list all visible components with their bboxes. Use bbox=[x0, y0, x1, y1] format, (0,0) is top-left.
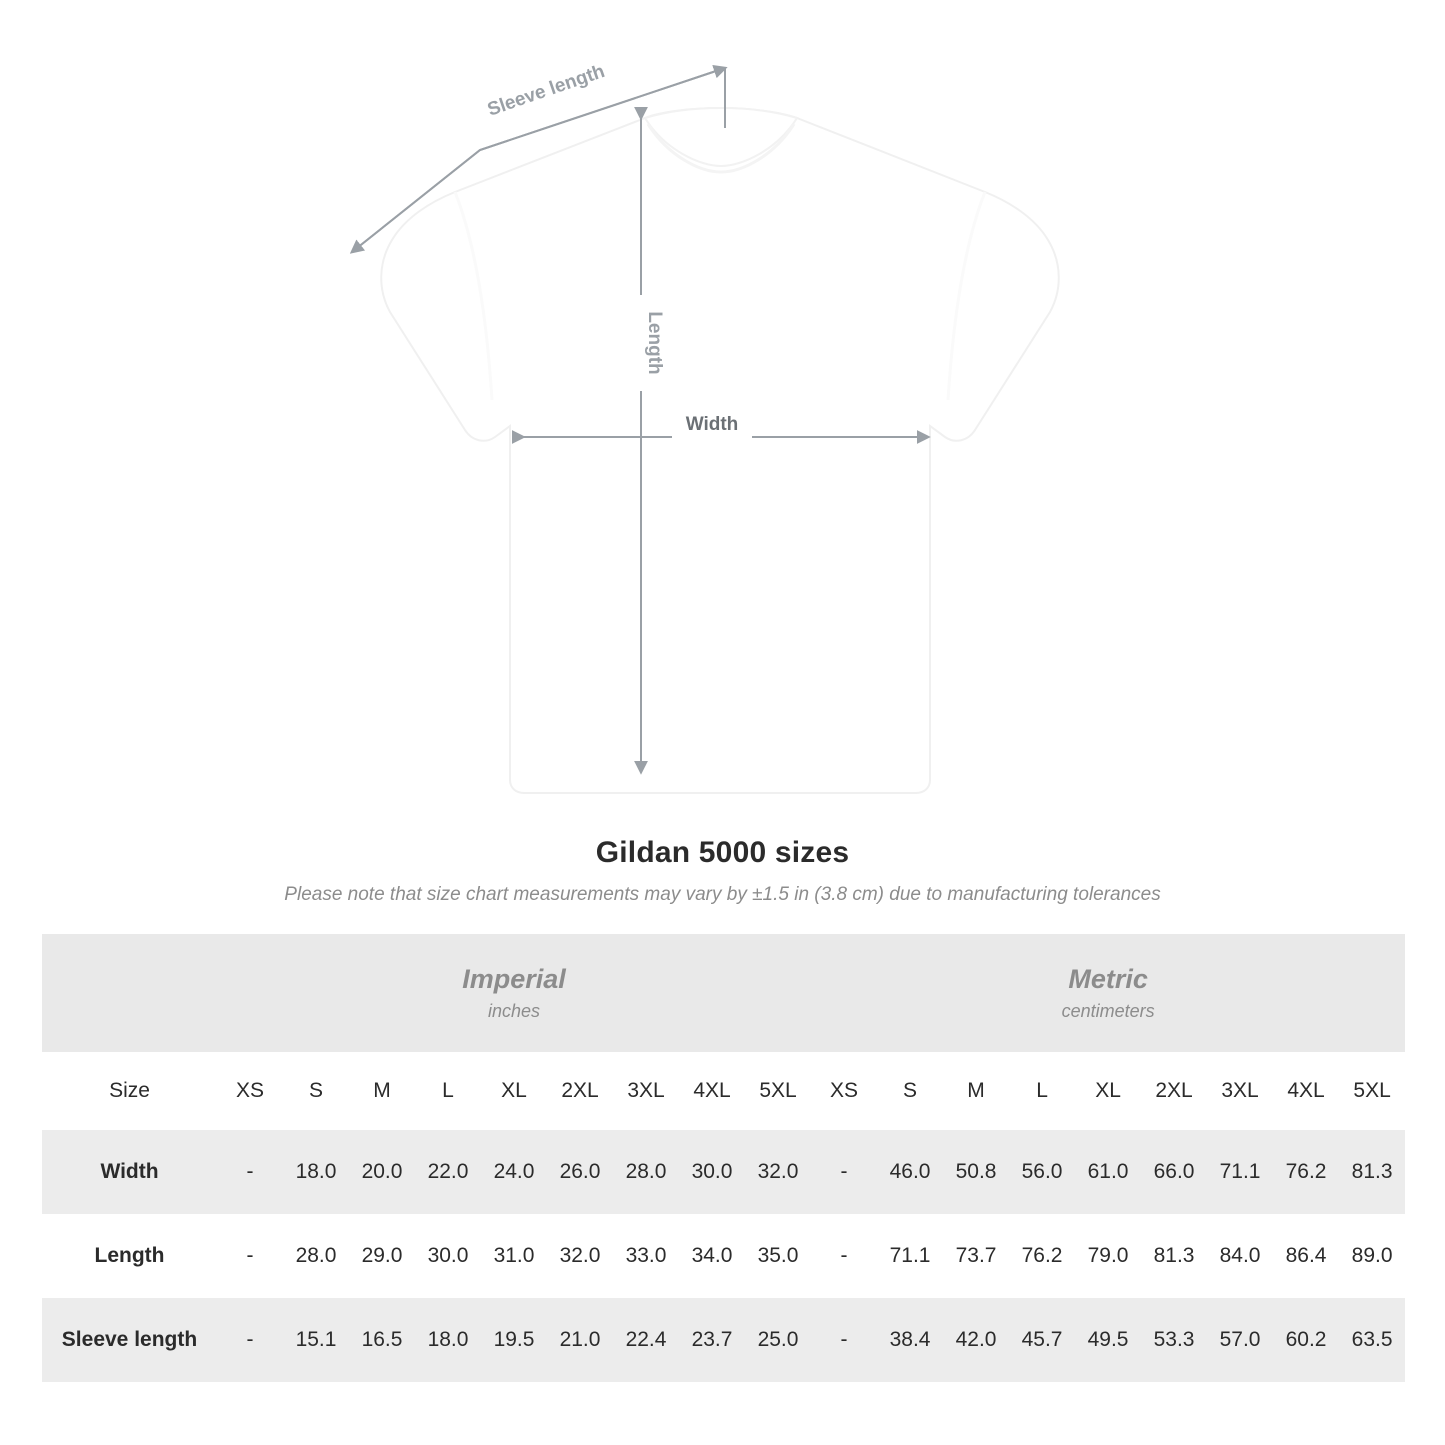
cell-length-metric-xs: - bbox=[811, 1214, 877, 1298]
cell-length-imperial-5xl: 35.0 bbox=[745, 1214, 811, 1298]
cell-sleeve-metric-s: 38.4 bbox=[877, 1298, 943, 1382]
cell-length-metric-l: 76.2 bbox=[1009, 1214, 1075, 1298]
cell-width-metric-2xl: 66.0 bbox=[1141, 1130, 1207, 1214]
unit-header-imperial bbox=[217, 934, 811, 1052]
cell-length-imperial-s: 28.0 bbox=[283, 1214, 349, 1298]
cell-width-imperial-m: 20.0 bbox=[349, 1130, 415, 1214]
cell-width-metric-5xl: 81.3 bbox=[1339, 1130, 1405, 1214]
cell-sleeve-imperial-2xl: 21.0 bbox=[547, 1298, 613, 1382]
tshirt-shape bbox=[381, 108, 1059, 793]
cell-length-metric-xl: 79.0 bbox=[1075, 1214, 1141, 1298]
unit-header-spacer bbox=[42, 934, 217, 1052]
cell-sleeve-imperial-4xl: 23.7 bbox=[679, 1298, 745, 1382]
header-size-imperial-l: L bbox=[415, 1052, 481, 1130]
cell-width-imperial-xl: 24.0 bbox=[481, 1130, 547, 1214]
header-size-imperial-xs: XS bbox=[217, 1052, 283, 1130]
cell-sleeve-metric-5xl: 63.5 bbox=[1339, 1298, 1405, 1382]
size-header-row bbox=[42, 1052, 1405, 1130]
header-size-label: Size bbox=[42, 1052, 217, 1130]
cell-width-imperial-2xl: 26.0 bbox=[547, 1130, 613, 1214]
unit-header-row bbox=[42, 934, 1405, 1052]
cell-length-imperial-xl: 31.0 bbox=[481, 1214, 547, 1298]
cell-sleeve-imperial-5xl: 25.0 bbox=[745, 1298, 811, 1382]
row-label-sleeve-length: Sleeve length bbox=[42, 1298, 217, 1382]
cell-width-metric-l: 56.0 bbox=[1009, 1130, 1075, 1214]
cell-width-metric-xs: - bbox=[811, 1130, 877, 1214]
cell-sleeve-imperial-xs: - bbox=[217, 1298, 283, 1382]
header-size-imperial-3xl: 3XL bbox=[613, 1052, 679, 1130]
chart-title-block bbox=[0, 836, 1445, 906]
sleeve-length-label: Sleeve length bbox=[484, 60, 608, 121]
cell-sleeve-metric-xl: 49.5 bbox=[1075, 1298, 1141, 1382]
header-size-imperial-m: M bbox=[349, 1052, 415, 1130]
cell-length-imperial-3xl: 33.0 bbox=[613, 1214, 679, 1298]
header-size-metric-4xl: 4XL bbox=[1273, 1052, 1339, 1130]
header-size-metric-m: M bbox=[943, 1052, 1009, 1130]
cell-sleeve-metric-2xl: 53.3 bbox=[1141, 1298, 1207, 1382]
cell-width-imperial-s: 18.0 bbox=[283, 1130, 349, 1214]
cell-width-metric-4xl: 76.2 bbox=[1273, 1130, 1339, 1214]
cell-width-imperial-4xl: 30.0 bbox=[679, 1130, 745, 1214]
cell-width-metric-xl: 61.0 bbox=[1075, 1130, 1141, 1214]
cell-sleeve-metric-l: 45.7 bbox=[1009, 1298, 1075, 1382]
cell-sleeve-imperial-m: 16.5 bbox=[349, 1298, 415, 1382]
cell-width-imperial-5xl: 32.0 bbox=[745, 1130, 811, 1214]
table-row bbox=[42, 1130, 1405, 1214]
cell-length-metric-s: 71.1 bbox=[877, 1214, 943, 1298]
cell-length-metric-2xl: 81.3 bbox=[1141, 1214, 1207, 1298]
cell-length-metric-3xl: 84.0 bbox=[1207, 1214, 1273, 1298]
table-row bbox=[42, 1214, 1405, 1298]
header-size-imperial-2xl: 2XL bbox=[547, 1052, 613, 1130]
header-size-metric-5xl: 5XL bbox=[1339, 1052, 1405, 1130]
cell-length-imperial-4xl: 34.0 bbox=[679, 1214, 745, 1298]
cell-sleeve-imperial-l: 18.0 bbox=[415, 1298, 481, 1382]
cell-sleeve-imperial-s: 15.1 bbox=[283, 1298, 349, 1382]
row-label-length: Length bbox=[42, 1214, 217, 1298]
unit-header-metric bbox=[811, 934, 1405, 1052]
cell-length-imperial-xs: - bbox=[217, 1214, 283, 1298]
row-label-width: Width bbox=[42, 1130, 217, 1214]
header-size-metric-xs: XS bbox=[811, 1052, 877, 1130]
cell-sleeve-metric-m: 42.0 bbox=[943, 1298, 1009, 1382]
cell-sleeve-metric-3xl: 57.0 bbox=[1207, 1298, 1273, 1382]
size-table-wrap bbox=[42, 934, 1403, 1382]
cell-length-imperial-l: 30.0 bbox=[415, 1214, 481, 1298]
unit-sub-metric: centimeters bbox=[1061, 1001, 1155, 1022]
size-table bbox=[42, 934, 1405, 1382]
unit-name-metric: Metric bbox=[1068, 963, 1148, 994]
header-size-imperial-s: S bbox=[283, 1052, 349, 1130]
cell-length-imperial-m: 29.0 bbox=[349, 1214, 415, 1298]
cell-sleeve-metric-xs: - bbox=[811, 1298, 877, 1382]
unit-name-imperial: Imperial bbox=[462, 963, 566, 994]
cell-width-imperial-l: 22.0 bbox=[415, 1130, 481, 1214]
cell-length-metric-5xl: 89.0 bbox=[1339, 1214, 1405, 1298]
tolerance-note: Please note that size chart measurements may vary by ±1.5 in (3.8 cm) due to manufacturing tolerances bbox=[284, 884, 1161, 905]
header-size-metric-s: S bbox=[877, 1052, 943, 1130]
table-row bbox=[42, 1298, 1405, 1382]
width-label: Width bbox=[685, 414, 739, 435]
cell-sleeve-imperial-xl: 19.5 bbox=[481, 1298, 547, 1382]
cell-length-metric-4xl: 86.4 bbox=[1273, 1214, 1339, 1298]
header-size-imperial-5xl: 5XL bbox=[745, 1052, 811, 1130]
header-size-imperial-xl: XL bbox=[481, 1052, 547, 1130]
cell-width-metric-m: 50.8 bbox=[943, 1130, 1009, 1214]
header-size-imperial-4xl: 4XL bbox=[679, 1052, 745, 1130]
cell-width-metric-s: 46.0 bbox=[877, 1130, 943, 1214]
header-size-metric-l: L bbox=[1009, 1052, 1075, 1130]
cell-sleeve-imperial-3xl: 22.4 bbox=[613, 1298, 679, 1382]
cell-width-imperial-xs: - bbox=[217, 1130, 283, 1214]
page-title: Gildan 5000 sizes bbox=[595, 836, 850, 869]
cell-width-imperial-3xl: 28.0 bbox=[613, 1130, 679, 1214]
cell-sleeve-metric-4xl: 60.2 bbox=[1273, 1298, 1339, 1382]
unit-sub-imperial: inches bbox=[488, 1001, 541, 1022]
cell-length-metric-m: 73.7 bbox=[943, 1214, 1009, 1298]
header-size-metric-3xl: 3XL bbox=[1207, 1052, 1273, 1130]
cell-length-imperial-2xl: 32.0 bbox=[547, 1214, 613, 1298]
cell-width-metric-3xl: 71.1 bbox=[1207, 1130, 1273, 1214]
header-size-metric-2xl: 2XL bbox=[1141, 1052, 1207, 1130]
length-label: Length bbox=[644, 311, 665, 375]
header-size-metric-xl: XL bbox=[1075, 1052, 1141, 1130]
